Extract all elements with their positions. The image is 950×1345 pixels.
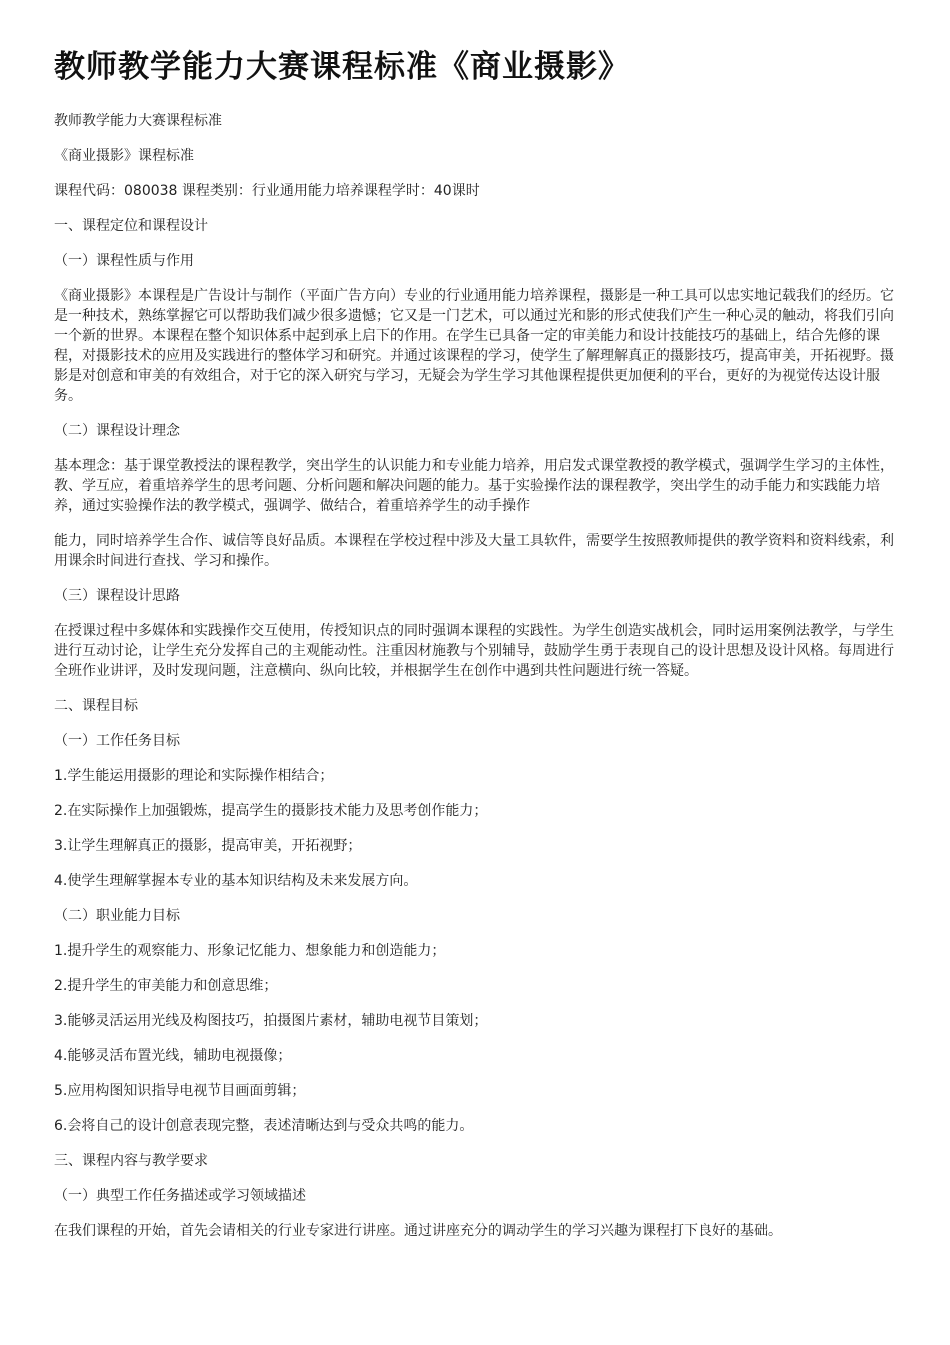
paragraph-design-approach: 在授课过程中多媒体和实践操作交互使用，传授知识点的同时强调本课程的实践性。为学生创造实战机会，同时运用案例法教学，与学生进行互动讨论，让学生充分发挥自己的主观能动性。注重因材施教与个别辅导，鼓励学生勇于表现自己的设计思想及设计风格。每周进行全班作业讲评，及时发现问题，注意横向、纵向比较，并根据学生在创作中遇到共性问题进行统一答疑。 [54, 623, 894, 679]
task-goal-item: 3.让学生理解真正的摄影，提高审美，开拓视野； [54, 838, 362, 854]
task-goal-item: 4.使学生理解掌握本专业的基本知识结构及未来发展方向。 [54, 873, 418, 889]
section-heading-3: 三、课程内容与教学要求 [54, 1153, 208, 1169]
subsection-heading-1-1: （一）课程性质与作用 [54, 253, 194, 269]
ability-goal-item: 4.能够灵活布置光线，辅助电视摄像； [54, 1048, 292, 1064]
paragraph-course-start: 在我们课程的开始，首先会请相关的行业专家进行讲座。通过讲座充分的调动学生的学习兴趣为课程打下良好的基础。 [54, 1223, 782, 1239]
line-course-info: 课程代码：080038 课程类别：行业通用能力培养课程学时：40课时 [54, 183, 480, 199]
paragraph-design-concept: 基本理念：基于课堂教授法的课程教学，突出学生的认识能力和专业能力培养，用启发式课堂教授的教学模式，强调学生学习的主体性，教、学互应，着重培养学生的思考问题、分析问题和解决问题的能力。基于实验操作法的课程教学，突出学生的动手能力和实践能力培养，通过实验操作法的教学模式，强调学、做结合，着重培养学生的动手操作 [54, 458, 894, 514]
paragraph-design-concept-cont: 能力，同时培养学生合作、诚信等良好品质。本课程在学校过程中涉及大量工具软件，需要学生按照教师提供的教学资料和资料线索，利用课余时间进行查找、学习和操作。 [54, 533, 894, 569]
section-heading-2: 二、课程目标 [54, 698, 138, 714]
paragraph-course-nature: 《商业摄影》本课程是广告设计与制作（平面广告方向）专业的行业通用能力培养课程，摄影是一种工具可以忠实地记载我们的经历。它是一种技术，熟练掌握它可以帮助我们减少很多遗憾；它又是一门艺术，可以通过光和影的形式使我们产生一种心灵的触动，将我们引向一个新的世界。本课程在整个知识体系中起到承上启下的作用。在学生已具备一定的审美能力和设计技能技巧的基础上，结合先修的课程，对摄影技术的应用及实践进行的整体学习和研究。并通过该课程的学习，使学生了解理解真正的摄影技巧，提高审美，开拓视野。摄影是对创意和审美的有效组合，对于它的深入研究与学习，无疑会为学生学习其他课程提供更加便利的平台，更好的为视觉传达设计服务。 [54, 288, 894, 404]
line-standard-name: 教师教学能力大赛课程标准 [54, 113, 222, 129]
ability-goal-item: 1.提升学生的观察能力、形象记忆能力、想象能力和创造能力； [54, 943, 446, 959]
ability-goal-item: 2.提升学生的审美能力和创意思维； [54, 978, 278, 994]
subsection-heading-3-1: （一）典型工作任务描述或学习领域描述 [54, 1188, 306, 1204]
subsection-heading-1-2: （二）课程设计理念 [54, 423, 180, 439]
task-goal-item: 2.在实际操作上加强锻炼，提高学生的摄影技术能力及思考创作能力； [54, 803, 488, 819]
line-course-standard: 《商业摄影》课程标准 [54, 148, 194, 164]
subsection-heading-1-3: （三）课程设计思路 [54, 588, 180, 604]
section-heading-1: 一、课程定位和课程设计 [54, 218, 208, 234]
ability-goal-item: 5.应用构图知识指导电视节目画面剪辑； [54, 1083, 306, 1099]
ability-goal-item: 3.能够灵活运用光线及构图技巧，拍摄图片素材，辅助电视节目策划； [54, 1013, 488, 1029]
document-title: 教师教学能力大赛课程标准《商业摄影》 [54, 49, 630, 85]
subsection-heading-2-1: （一）工作任务目标 [54, 733, 180, 749]
task-goal-item: 1.学生能运用摄影的理论和实际操作相结合； [54, 768, 334, 784]
ability-goal-item: 6.会将自己的设计创意表现完整，表述清晰达到与受众共鸣的能力。 [54, 1118, 474, 1134]
subsection-heading-2-2: （二）职业能力目标 [54, 908, 180, 924]
